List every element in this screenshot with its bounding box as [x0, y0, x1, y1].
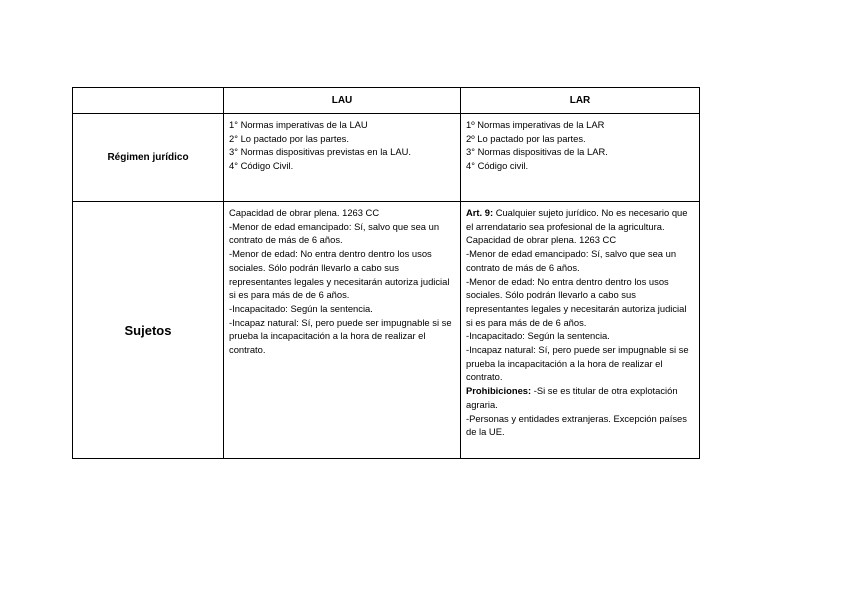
header-lar: LAR	[461, 88, 700, 114]
comparison-table	[72, 87, 700, 459]
sujetos-lar-last-line: -Personas y entidades extranjeras. Excepción países de la UE.	[466, 412, 690, 438]
label-regimen: Régimen jurídico	[73, 114, 224, 202]
sujetos-lar-line: -Incapacitado: Según la sentencia.	[466, 330, 610, 342]
regimen-lau-line: 1° Normas imperativas de la LAU	[229, 119, 368, 130]
art9-text: Cualquier sujeto jurídico. No es necesario que el arrendatario sea profesional de la agricultura.	[466, 207, 691, 232]
regimen-lau-line: 3° Normas dispositivas previstas en la LAU.	[229, 146, 411, 158]
sujetos-lar-line: -Incapaz natural: Sí, pero puede ser impugnable si se prueba la incapacitación a la hora de realizar el contrato.	[466, 344, 692, 383]
sujetos-lau-line: -Menor de edad: No entra dentro dentro los usos sociales. Sólo podrán llevarlo a cabo sus representantes legales y necesitarán autoriza judicial si es para más de de 6 años.	[229, 248, 453, 301]
regimen-lar-line: 1º Normas imperativas de la LAR	[466, 119, 605, 130]
sujetos-lau-line: -Incapacitado: Según la sentencia.	[229, 302, 373, 314]
row-sujetos	[73, 202, 700, 459]
prohibiciones-text: -Si se es titular de otra explotación agraria.	[466, 385, 681, 410]
sujetos-lar-line: -Menor de edad: No entra dentro dentro los usos sociales. Sólo podrán llevarlo a cabo sus representantes legales y necesitarán autoriza judicial si es para más de de 6 años.	[466, 275, 690, 328]
sujetos-lau-line: Capacidad de obrar plena. 1263 CC	[229, 207, 380, 218]
art9-paragraph	[466, 206, 695, 233]
regimen-lar-line: 4° Código civil.	[466, 160, 529, 172]
prohibiciones-paragraph	[466, 384, 695, 411]
sujetos-lar-line: -Menor de edad emancipado: Sí, salvo que sea un contrato de más de 6 años.	[466, 248, 679, 273]
cell-sujetos-lar	[461, 202, 700, 459]
header-row	[73, 88, 700, 114]
art9-label: Art. 9:	[466, 207, 494, 218]
regimen-lar-line: 2º Lo pactado por las partes.	[466, 132, 586, 144]
label-sujetos: Sujetos	[73, 202, 224, 459]
header-lau: LAU	[224, 88, 461, 114]
row-regimen	[73, 114, 700, 202]
sujetos-lar-line: Capacidad de obrar plena. 1263 CC	[466, 234, 617, 246]
sujetos-lau-line: -Incapaz natural: Sí, pero puede ser impugnable si se prueba la incapacitación a la hora de realizar el contrato.	[229, 316, 455, 356]
prohibiciones-label: Prohibiciones:	[466, 385, 532, 397]
regimen-lau-line: 2° Lo pactado por las partes.	[229, 132, 349, 144]
regimen-lau-line: 4° Código Civil.	[229, 160, 294, 172]
header-empty	[73, 88, 224, 114]
cell-regimen-lar	[461, 114, 700, 202]
cell-regimen-lau	[224, 114, 461, 202]
regimen-lar-line: 3° Normas dispositivas de la LAR.	[466, 146, 608, 158]
sujetos-lau-line: -Menor de edad emancipado: Sí, salvo que sea un contrato de más de 6 años.	[229, 220, 442, 246]
cell-sujetos-lau	[224, 202, 461, 459]
